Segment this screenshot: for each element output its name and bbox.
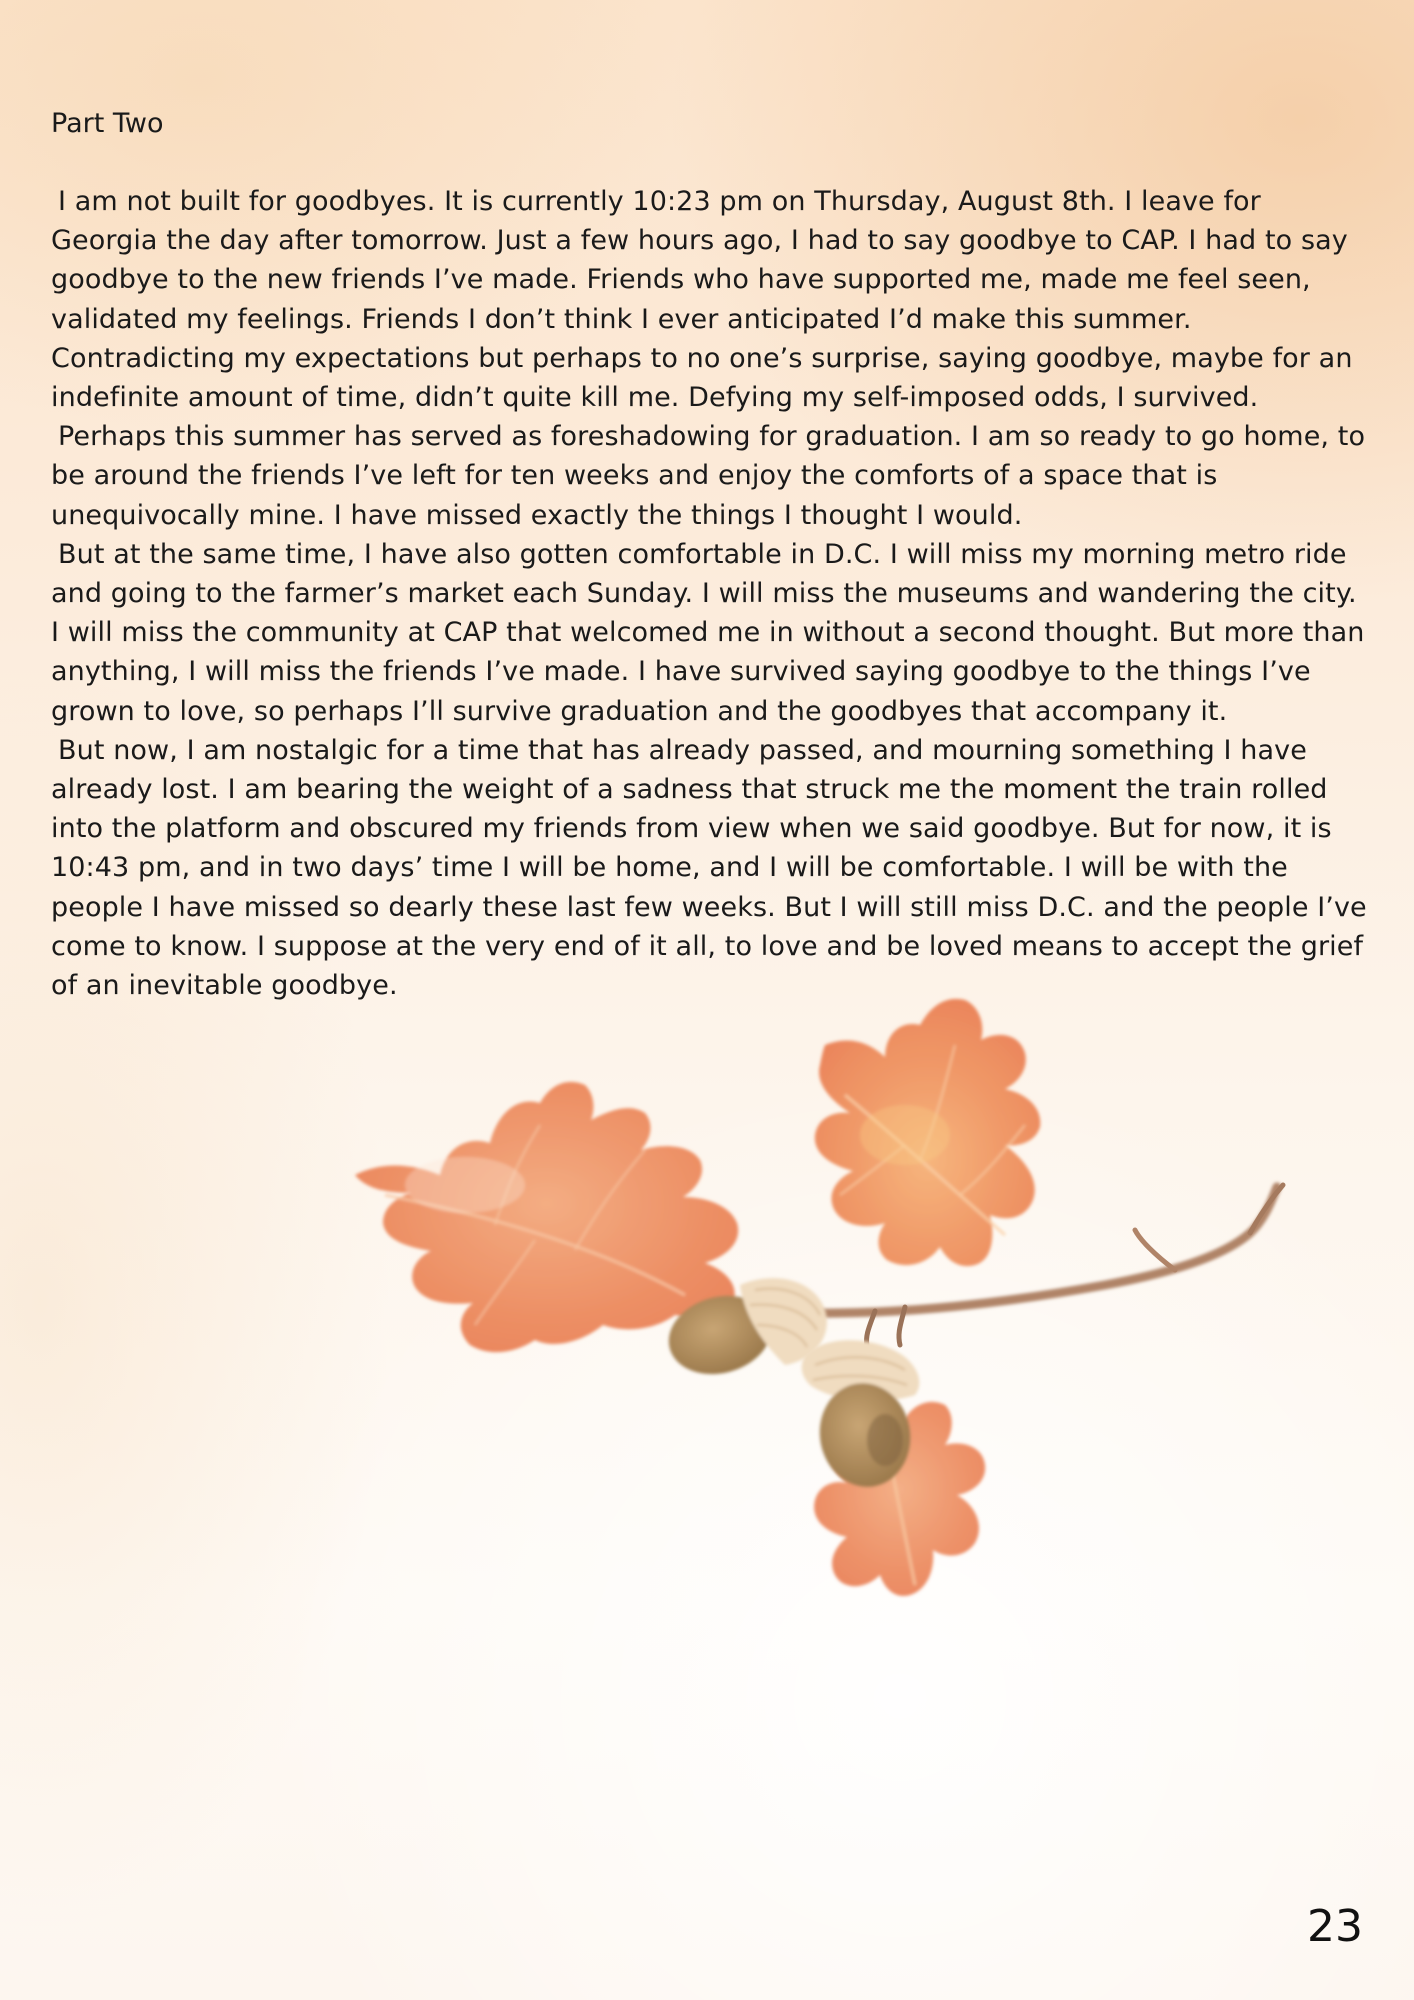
paragraph: But at the same time, I have also gotten comfortable in D.C. I will miss my morning metro ride and going to the farmer’s market each Sunday. I will miss the museums and wandering the city. I will miss the community at CAP that welcomed me in without a second thought. But more than anything, I will miss the friends I’ve made. I have survived saying goodbye to the things I’ve grown to love, so perhaps I’ll survive graduation and the goodbyes that accompany it. [51,538,1365,727]
paragraph: But now, I am nostalgic for a time that has already passed, and mourning something I have already lost. I am bearing the weight of a sadness that struck me the moment the train rolled into the platform and obscured my friends from view when we said goodbye. But for now, it is 10:43 pm, and in two days’ time I will be home, and I will be comfortable. I will be with the people I have missed so dearly these last few weeks. But I will still miss D.C. and the people I’ve come to know. I suppose at the very end of it all, to love and be loved means to accept the grief of an inevitable goodbye. [51,734,1367,1002]
section-title: Part Two [51,108,164,139]
paragraph: Perhaps this summer has served as foreshadowing for graduation. I am so ready to go home, to be around the friends I’ve left for ten weeks and enjoy the comforts of a space that is unequivocally mine. I have missed exactly the things I thought I would. [51,421,1366,531]
essay-body [51,182,1371,1005]
right-leaf [815,999,1040,1266]
page-number: 23 [1307,1901,1363,1952]
left-leaf [355,1082,738,1352]
oak-leaves-acorns-illustration [345,985,1365,1705]
paragraph: I am not built for goodbyes. It is currently 10:23 pm on Thursday, August 8th. I leave for Georgia the day after tomorrow. Just a few hours ago, I had to say goodbye to CAP. I had to say goodbye to the new friends I’ve made. Friends who have supported me, made me feel seen, validated my feelings. Friends I don’t think I ever anticipated I’d make this summer. Contradicting my expectations but perhaps to no one’s surprise, saying goodbye, maybe for an indefinite amount of time, didn’t quite kill me. Defying my self-imposed odds, I survived. [51,186,1353,414]
